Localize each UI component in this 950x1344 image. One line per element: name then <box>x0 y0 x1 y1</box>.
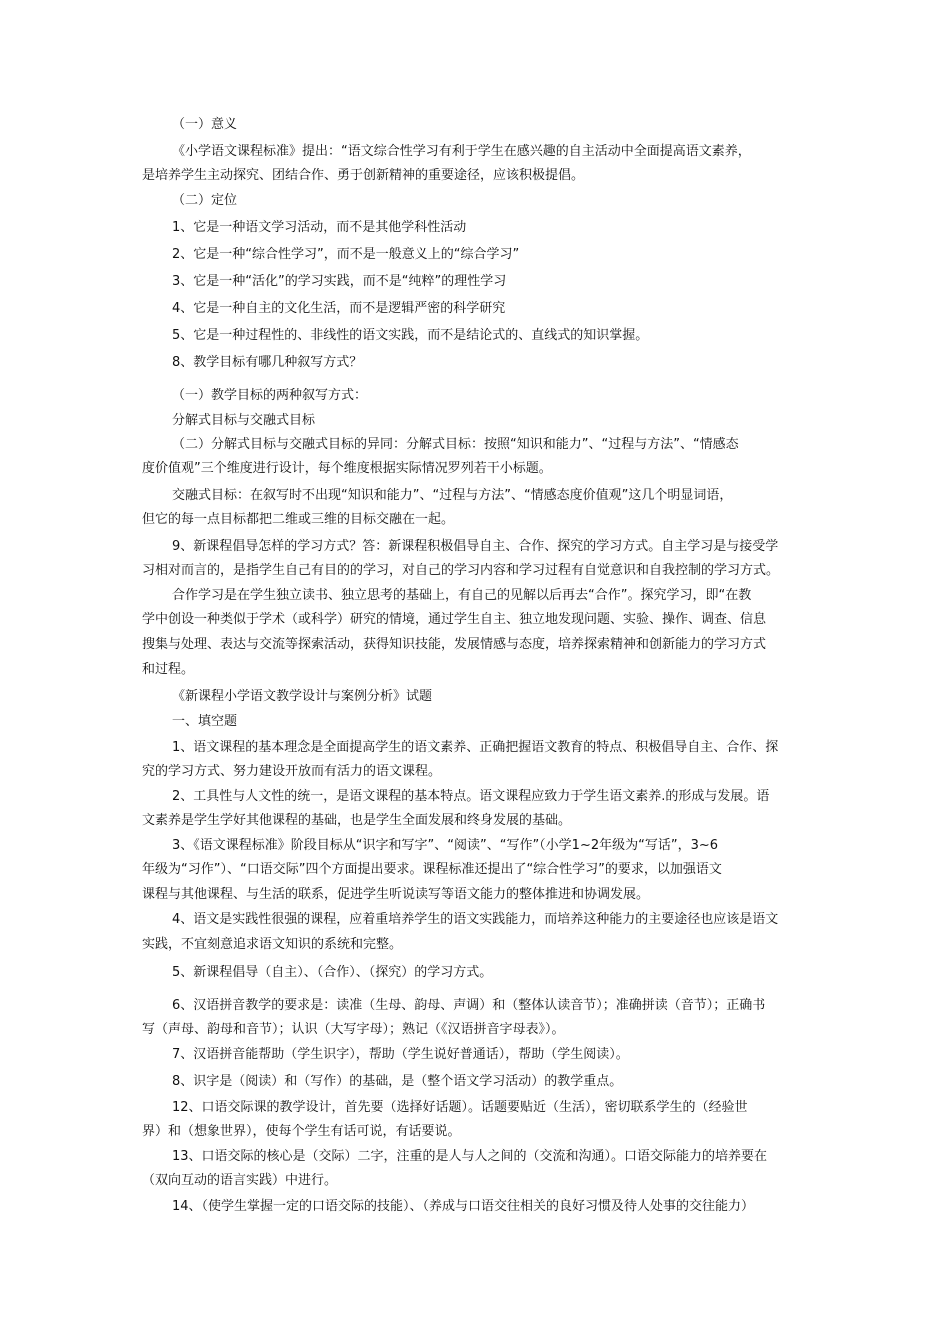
text-line: （二）分解式目标与交融式目标的异同：分解式目标：按照“知识和能力”、“过程与方法”、“情感态 <box>172 437 739 452</box>
text-line: 1、语文课程的基本理念是全面提高学生的语文素养、正确把握语文教育的特点、积极倡导自主、合作、探 <box>172 740 779 755</box>
text-line: 6、汉语拼音教学的要求是：读准（生母、韵母、声调）和（整体认读音节）；准确拼读（音节）；正确书 <box>172 998 766 1013</box>
text-line: 13、口语交际的核心是（交际）二字，注重的是人与人之间的（交流和沟通）。口语交际能力的培养要在 <box>172 1149 768 1164</box>
text-line: 究的学习方式、努力建设开放而有活力的语文课程。 <box>142 764 442 779</box>
text-line: 习相对而言的，是指学生自己有目的的学习，对自己的学习内容和学习过程有自觉意识和自我控制的学习方式。 <box>142 563 780 578</box>
text-line: 《小学语文课程标准》提出：“语文综合性学习有利于学生在感兴趣的自主活动中全面提高语文素养， <box>172 144 751 159</box>
text-line: 分解式目标与交融式目标 <box>172 413 316 428</box>
text-line: 5、新课程倡导（自主）、（合作）、（探究）的学习方式。 <box>172 965 493 980</box>
text-line: 但它的每一点目标都把二维或三维的目标交融在一起。 <box>142 512 455 527</box>
text-line: 交融式目标：在叙写时不出现“知识和能力”、“过程与方法”、“情感态度价值观”这几个明显词语， <box>172 488 733 503</box>
text-line: 8、识字是（阅读）和（写作）的基础，是（整个语文学习活动）的教学重点。 <box>172 1074 623 1089</box>
text-line: 界）和（想象世界），使每个学生有话可说，有话要说。 <box>142 1124 461 1139</box>
text-line: （一）教学目标的两种叙写方式： <box>172 388 368 403</box>
text-line: 实践，不宜刻意追求语文知识的系统和完整。 <box>142 937 403 952</box>
text-line: 3、《语文课程标准》阶段目标从“识字和写字”、“阅读”、“写作”（小学1~2年级为“写话”，3~6 <box>172 838 719 853</box>
text-line: 课程与其他课程、与生活的联系，促进学生听说读写等语文能力的整体推进和协调发展。 <box>142 887 650 902</box>
text-line: 2、它是一种“综合性学习”，而不是一般意义上的“综合学习” <box>172 247 520 262</box>
text-line: （双向互动的语言实践）中进行。 <box>142 1173 338 1188</box>
text-line: 9、新课程倡导怎样的学习方式？答：新课程积极倡导自主、合作、探究的学习方式。自主学习是与接受学 <box>172 539 779 554</box>
text-line: 2、工具性与人文性的统一，是语文课程的基本特点。语文课程应致力于学生语文素养.的形成与发展。语 <box>172 789 770 804</box>
text-line: 合作学习是在学生独立读书、独立思考的基础上，有自己的见解以后再去“合作”。探究学习，即“在教 <box>172 588 752 603</box>
text-line: 一、填空题 <box>172 714 238 729</box>
text-line: 和过程。 <box>142 662 195 677</box>
text-line: 学中创设一种类似于学术（或科学）研究的情境，通过学生自主、独立地发现问题、实验、操作、调查、信息 <box>142 612 767 627</box>
text-line: 4、语文是实践性很强的课程，应着重培养学生的语文实践能力，而培养这种能力的主要途径也应该是语文 <box>172 912 779 927</box>
text-line: 4、它是一种自主的文化生活，而不是逻辑严密的科学研究 <box>172 301 506 316</box>
text-line: 写（声母、韵母和音节）；认识（大写字母）；熟记（《汉语拼音字母表》）。 <box>142 1022 565 1037</box>
text-line: 5、它是一种过程性的、非线性的语文实践，而不是结论式的、直线式的知识掌握。 <box>172 328 649 343</box>
text-line: 是培养学生主动探究、团结合作、勇于创新精神的重要途径，应该积极提倡。 <box>142 168 585 183</box>
text-line: （一）意义 <box>172 117 238 132</box>
text-line: （二）定位 <box>172 193 238 208</box>
text-line: 14、（使学生掌握一定的口语交际的技能）、（养成与口语交往相关的良好习惯及待人处事的交往能力） <box>172 1199 755 1214</box>
text-line: 3、它是一种“活化”的学习实践，而不是“纯粹”的理性学习 <box>172 274 507 289</box>
text-line: 度价值观”三个维度进行设计，每个维度根据实际情况罗列若干小标题。 <box>142 461 552 476</box>
text-line: 1、它是一种语文学习活动，而不是其他学科性活动 <box>172 220 467 235</box>
text-line: 搜集与处理、表达与交流等探索活动，获得知识技能，发展情感与态度，培养探索精神和创新能力的学习方式 <box>142 637 767 652</box>
text-line: 文素养是学生学好其他课程的基础，也是学生全面发展和终身发展的基础。 <box>142 813 572 828</box>
text-line: 8、教学目标有哪几种叙写方式？ <box>172 355 363 370</box>
text-line: 12、口语交际课的教学设计，首先要（选择好话题）。话题要贴近（生活），密切联系学生的（经验世 <box>172 1100 748 1115</box>
text-line: 7、汉语拼音能帮助（学生识字），帮助（学生说好普通话），帮助（学生阅读）。 <box>172 1047 629 1062</box>
text-line: 《新课程小学语文教学设计与案例分析》试题 <box>172 689 433 704</box>
text-line: 年级为“习作”）、“口语交际”四个方面提出要求。课程标准还提出了“综合性学习”的要求，以加强语文 <box>142 862 722 877</box>
